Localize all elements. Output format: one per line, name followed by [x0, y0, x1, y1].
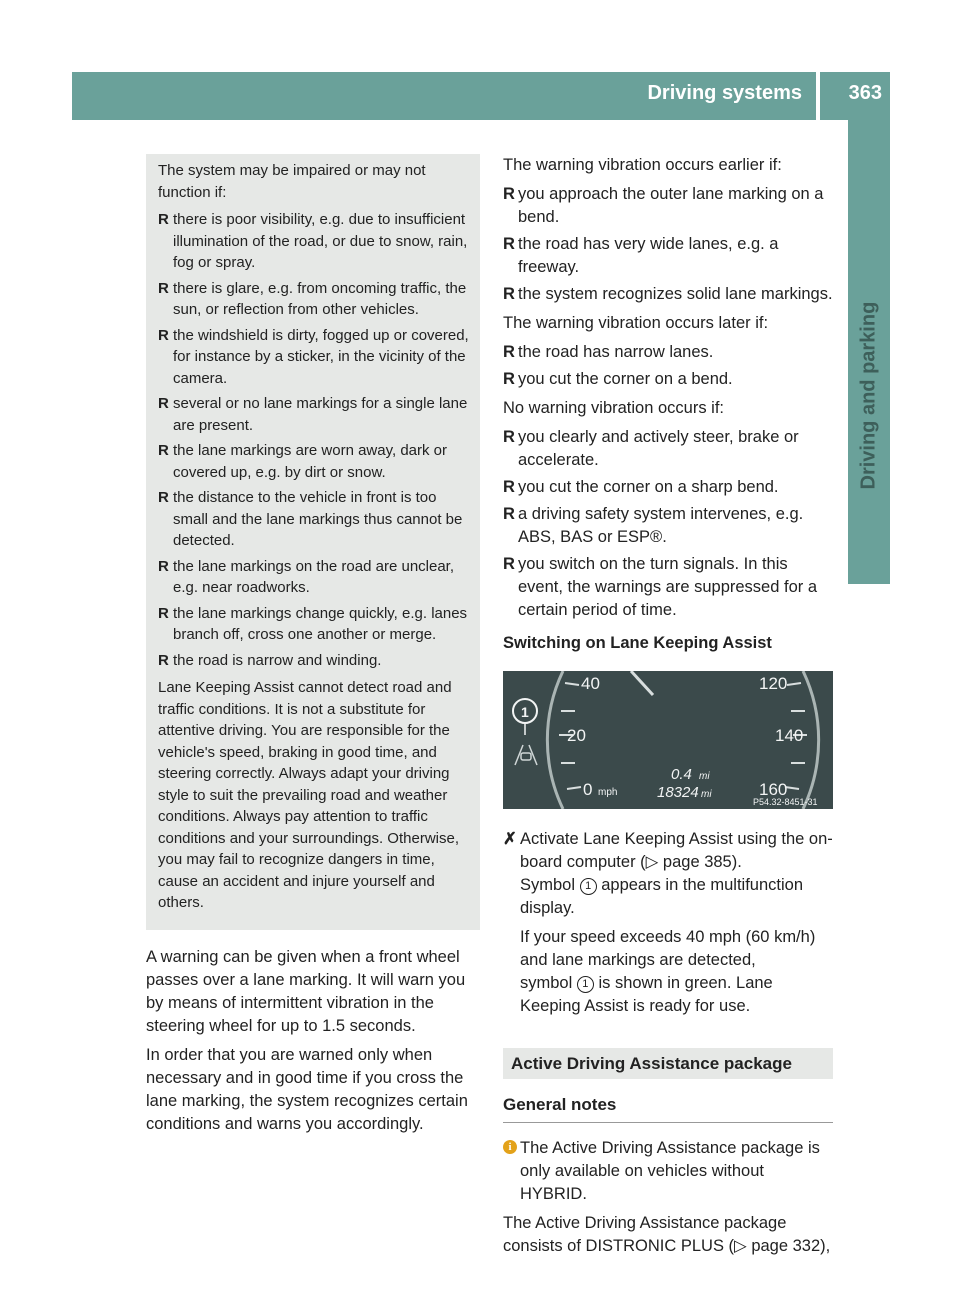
list-item: [158, 209, 472, 274]
list-item: [158, 650, 472, 672]
warning-note-box: [146, 154, 480, 930]
step-text-2-post: appears in the multifunction display.: [520, 876, 804, 917]
header-divider: [816, 72, 820, 120]
list-item: [503, 283, 833, 306]
bullet-marker: R: [158, 489, 169, 506]
list-item-text: you cut the corner on a bend.: [518, 370, 733, 388]
bullet-marker: R: [503, 185, 515, 203]
list-item-text: you cut the corner on a sharp bend.: [518, 478, 779, 496]
chapter-title: Driving systems: [647, 82, 802, 104]
step-text-4: [520, 972, 833, 1018]
earlier-bullet-list: [503, 183, 833, 306]
list-item-text: the lane markings on the road are unclear, e.g. near roadworks.: [173, 557, 455, 596]
list-item: [503, 183, 833, 229]
later-intro: The warning vibration occurs later if:: [503, 314, 769, 332]
note-bullet-list: [158, 209, 472, 671]
list-item: [158, 487, 472, 552]
list-item-text: the system recognizes solid lane markings.: [518, 285, 833, 303]
list-item-text: the distance to the vehicle in front is too small and the lane markings thus cannot be detected.: [173, 489, 463, 549]
instruction-step: [503, 828, 833, 1018]
odometer-value: 18324: [657, 784, 699, 801]
callout-1-number: 1: [521, 704, 529, 720]
list-item: [158, 278, 472, 321]
note-warning-text: Lane Keeping Assist cannot detect road and traffic conditions. It is not a substitute for attentive driving. You are responsible for the vehicle's speed, braking in good time, and steering correctly. Always adapt your driving style to suit the prevailing road and weather conditions. Always pay attention to traffic conditions and your surroundings. Otherwise, you may fail to recognize dangers in time, cause an accident and injure yourself and others.: [158, 679, 459, 911]
bullet-marker: R: [503, 478, 515, 496]
bullet-marker: R: [503, 285, 515, 303]
trip-unit: mi: [699, 771, 710, 782]
list-item: [158, 440, 472, 483]
earlier-intro: The warning vibration occurs earlier if:: [503, 156, 782, 174]
list-item-text: the road has narrow lanes.: [518, 343, 714, 361]
list-item: [503, 368, 833, 391]
bullet-marker: R: [503, 235, 515, 253]
list-item: [503, 503, 833, 549]
bullet-marker: R: [503, 555, 515, 573]
list-item: [158, 325, 472, 390]
subheading-general-notes: General notes: [503, 1093, 833, 1123]
info-note: [503, 1137, 833, 1206]
body-paragraph: In order that you are warned only when necessary and in good time if you cross the lane marking, the system recognizes certain conditions and warns you accordingly.: [146, 1045, 468, 1133]
callout-1-marker: 1: [577, 976, 594, 993]
list-item-text: you clearly and actively steer, brake or accelerate.: [518, 428, 799, 469]
info-icon: i: [503, 1140, 517, 1154]
final-paragraph: The Active Driving Assistance package consists of DISTRONIC PLUS (▷ page 332),: [503, 1214, 831, 1255]
bullet-marker: R: [158, 651, 169, 669]
instrument-cluster-figure: [503, 671, 833, 809]
gauge-label-20: 20: [567, 726, 586, 745]
gauge-label-140: 140: [775, 726, 804, 745]
list-item: [503, 553, 833, 622]
section-heading: Active Driving Assistance package: [503, 1048, 833, 1079]
note-intro: The system may be impaired or may not function if:: [158, 162, 426, 201]
side-tab-label: [858, 450, 881, 490]
bullet-marker: R: [158, 395, 169, 412]
right-column: [503, 154, 833, 1264]
list-item-text: the road has very wide lanes, e.g. a freeway.: [518, 235, 779, 276]
none-bullet-list: [503, 426, 833, 622]
list-item: [158, 393, 472, 436]
step-text-2-pre: Symbol: [520, 876, 576, 894]
bullet-marker: R: [158, 557, 169, 575]
bullet-marker: R: [158, 211, 169, 228]
page-header: [72, 72, 890, 120]
list-item: [503, 426, 833, 472]
gauge-label-120: 120: [759, 674, 788, 693]
list-item: [158, 556, 472, 599]
list-item-text: a driving safety system intervenes, e.g. ABS, BAS or ESP®.: [518, 505, 804, 546]
list-item-text: the windshield is dirty, fogged up or covered, for instance by a sticker, in the vicinity of the camera.: [173, 326, 469, 387]
bullet-marker: R: [158, 279, 169, 297]
step-text-1: Activate Lane Keeping Assist using the on-board computer (▷ page 385).: [520, 830, 833, 871]
gauge-label-40: 40: [581, 674, 600, 693]
info-note-text: The Active Driving Assistance package is only available on vehicles without HYBRID.: [520, 1139, 820, 1203]
bullet-marker: R: [158, 326, 169, 344]
step-text-4-pre: symbol: [520, 974, 573, 992]
bullet-marker: R: [158, 442, 169, 459]
list-item-text: the lane markings change quickly, e.g. lanes branch off, cross one another or merge.: [173, 604, 468, 643]
later-bullet-list: [503, 341, 833, 391]
callout-1-marker: 1: [580, 878, 597, 895]
list-item: [503, 233, 833, 279]
gauge-label-0: 0: [583, 780, 593, 799]
list-item: [158, 603, 472, 646]
bullet-marker: R: [503, 505, 515, 523]
switching-heading: Switching on Lane Keeping Assist: [503, 634, 772, 652]
list-item-text: the lane markings are worn away, dark or covered up, e.g. by dirt or snow.: [173, 442, 448, 481]
list-item-text: there is poor visibility, e.g. due to insufficient illumination of the road, or due to snow, rain, fog or spray.: [173, 211, 468, 271]
step-arrow-icon: ✗: [503, 830, 517, 848]
bullet-marker: R: [158, 604, 169, 622]
odometer-unit: mi: [701, 789, 712, 800]
list-item: [503, 476, 833, 499]
list-item-text: there is glare, e.g. from oncoming traffic, the sun, or reflection from other vehicles.: [173, 279, 467, 318]
trip-value: 0.4: [671, 766, 692, 783]
gauge-unit-mph: mph: [598, 787, 618, 798]
figure-code: P54.32-8451-31: [753, 797, 818, 807]
list-item-text: you approach the outer lane marking on a bend.: [518, 185, 824, 226]
list-item-text: the road is narrow and winding.: [173, 651, 382, 669]
list-item: [503, 341, 833, 364]
none-intro: No warning vibration occurs if:: [503, 399, 725, 417]
body-paragraph: A warning can be given when a front wheel passes over a lane marking. It will warn you by means of intermittent vibration in the steering wheel for up to 1.5 seconds.: [146, 947, 466, 1035]
list-item-text: several or no lane markings for a single lane are present.: [173, 395, 468, 434]
bullet-marker: R: [503, 343, 515, 361]
left-column: [146, 154, 480, 1142]
list-item-text: you switch on the turn signals. In this event, the warnings are suppressed for a certain period of time.: [518, 555, 818, 619]
bullet-marker: R: [503, 428, 515, 446]
bullet-marker: R: [503, 370, 515, 388]
gauge-label-160: 160: [759, 780, 788, 799]
step-text-3: If your speed exceeds 40 mph (60 km/h) and lane markings are detected,: [520, 928, 816, 969]
step-text-4-post: is shown in green. Lane Keeping Assist is ready for use.: [520, 974, 773, 1015]
step-text-2: [520, 874, 833, 920]
page-number: 363: [848, 82, 882, 104]
